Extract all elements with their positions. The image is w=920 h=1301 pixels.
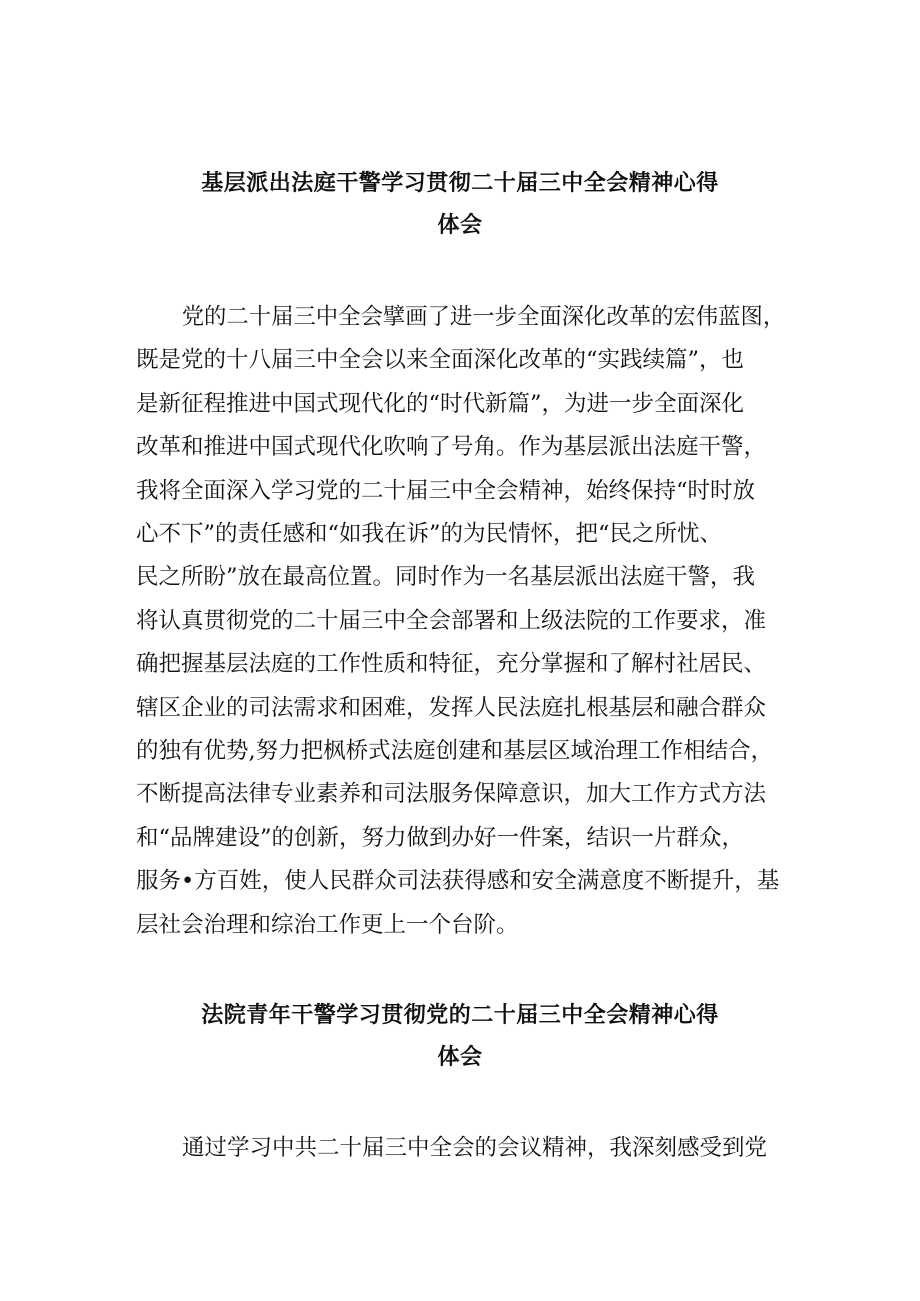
section1-title-line: 基层派出法庭干警学习贯彻二十届三中全会精神心得 bbox=[201, 171, 719, 196]
paragraph-line: 的独有优势,努力把枫桥式法庭创建和基层区域治理工作相结合， bbox=[136, 738, 774, 765]
paragraph-line: 是新征程推进中国式现代化的“时代新篇”，为进一步全面深化 bbox=[136, 390, 745, 417]
section2-title-line: 体会 bbox=[437, 1045, 483, 1070]
section2-paragraph bbox=[136, 1127, 786, 1170]
paragraph-line: 层社会治理和综治工作更上一个台阶。 bbox=[136, 911, 519, 938]
section1-title bbox=[0, 163, 920, 247]
paragraph-line: 和“品牌建设”的创新，努力做到办好一件案，结识一片群众， bbox=[136, 824, 745, 851]
section1-title-line: 体会 bbox=[437, 213, 483, 238]
paragraph-line: 我将全面深入学习党的二十届三中全会精神，始终保持“时时放 bbox=[136, 477, 756, 504]
paragraph-line: 党的二十届三中全会擘画了进一步全面深化改革的宏伟蓝图， bbox=[181, 304, 786, 330]
paragraph-line: 辖区企业的司法需求和困难，发挥人民法庭扎根基层和融合群众 bbox=[136, 694, 767, 721]
paragraph-line: 确把握基层法庭的工作性质和特征，充分掌握和了解村社居民、 bbox=[136, 651, 767, 678]
paragraph-line: 将认真贯彻党的二十届三中全会部署和上级法院的工作要求，准 bbox=[136, 607, 767, 634]
paragraph-line: 服务•方百姓，使人民群众司法获得感和安全满意度不断提升，基 bbox=[136, 868, 780, 895]
paragraph-line: 民之所盼”放在最高位置。同时作为一名基层派出法庭干警，我 bbox=[136, 564, 756, 591]
paragraph-line: 不断提高法律专业素养和司法服务保障意识，加大工作方式方法 bbox=[136, 781, 767, 808]
section2-title bbox=[0, 995, 920, 1079]
paragraph-line: 既是党的十八届三中全会以来全面深化改革的“实践续篇”，也 bbox=[136, 347, 745, 374]
section2-title-line: 法院青年干警学习贯彻党的二十届三中全会精神心得 bbox=[201, 1003, 719, 1028]
section1-paragraph bbox=[136, 296, 786, 947]
paragraph-line: 改革和推进中国式现代化吹响了号角。作为基层派出法庭干警， bbox=[136, 434, 767, 461]
paragraph-line: 通过学习中共二十届三中全会的会议精神，我深刻感受到党 bbox=[182, 1135, 768, 1161]
paragraph-line: 心不下”的责任感和“如我在诉”的为民情怀，把“民之所忧、 bbox=[136, 521, 723, 548]
